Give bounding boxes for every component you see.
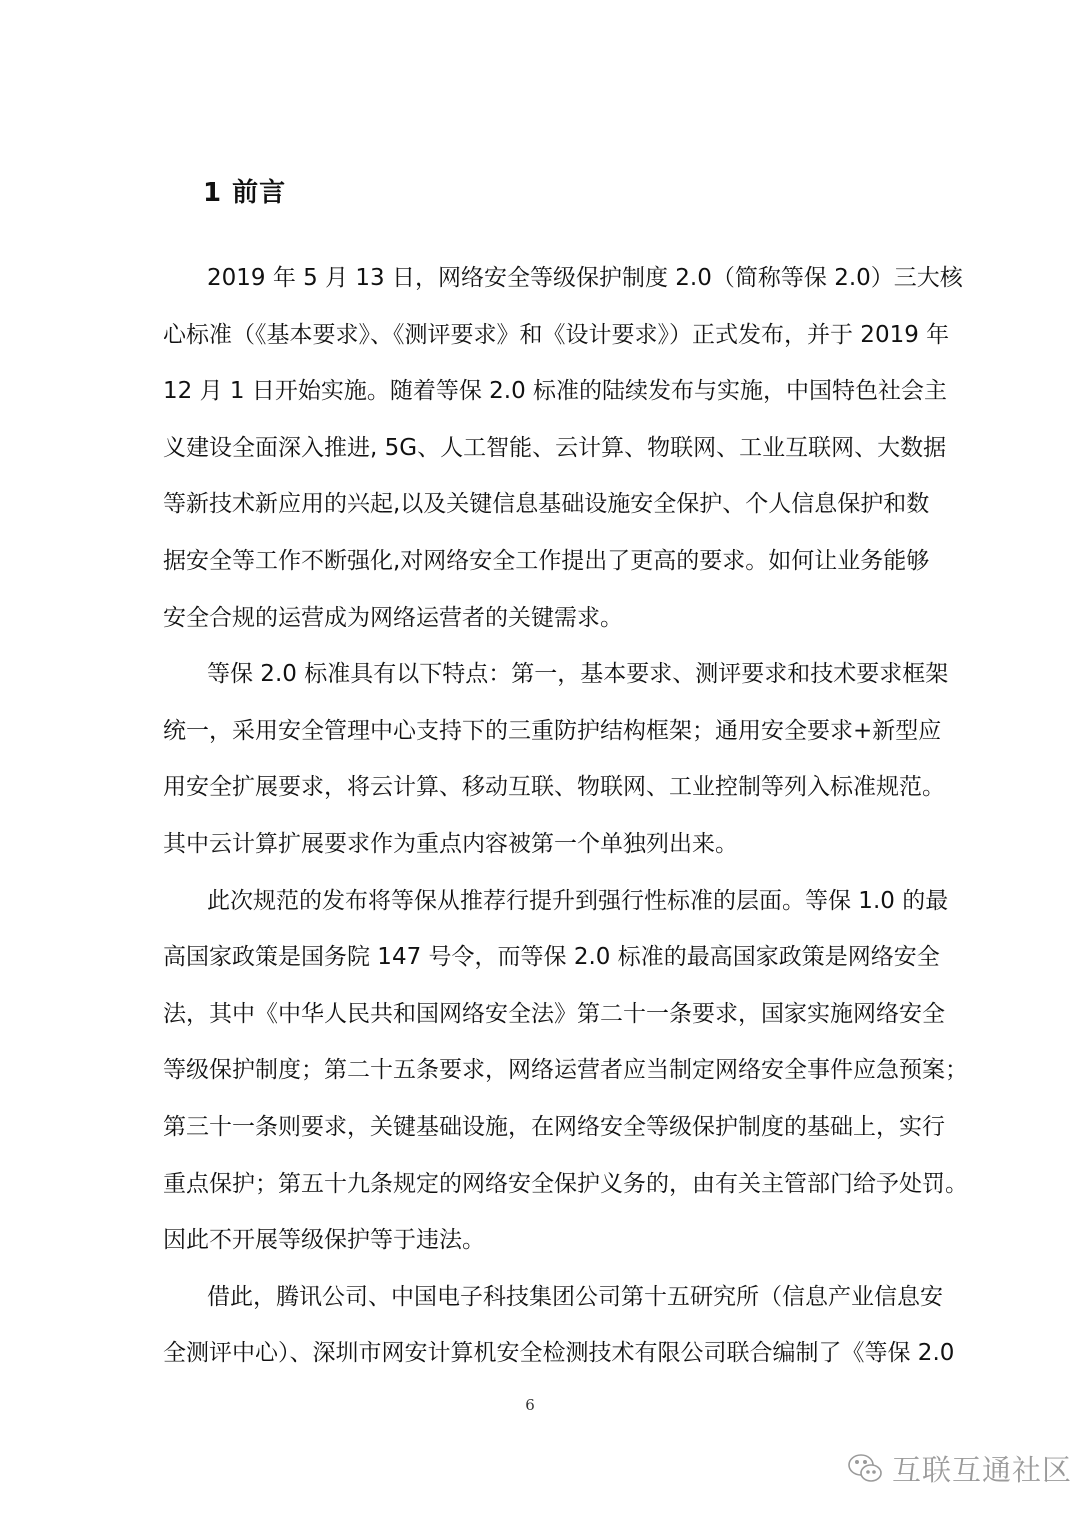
section-heading: 1 前言 [203, 178, 287, 208]
page-number: 6 [525, 1396, 535, 1414]
paragraph-line: 重点保护；第五十九条规定的网络安全保护义务的，由有关主管部门给予处罚。 [163, 1171, 968, 1197]
paragraph-line: 等保 2.0 标准具有以下特点：第一，基本要求、测评要求和技术要求框架 [207, 661, 949, 687]
wechat-icon [846, 1452, 886, 1486]
paragraph-line: 法，其中《中华人民共和国网络安全法》第二十一条要求，国家实施网络安全 [163, 1001, 945, 1027]
paragraph-line: 用安全扩展要求，将云计算、移动互联、物联网、工业控制等列入标准规范。 [163, 774, 945, 800]
paragraph-line: 等新技术新应用的兴起,以及关键信息基础设施安全保护、个人信息保护和数 [163, 491, 930, 517]
paragraph-line: 2019 年 5 月 13 日，网络安全等级保护制度 2.0（简称等保 2.0）三大核 [207, 265, 963, 291]
watermark-text: 互联互通社区 [892, 1453, 1073, 1487]
paragraph-line: 心标准（《基本要求》、《测评要求》和《设计要求》）正式发布，并于 2019 年 [163, 322, 950, 348]
paragraph-line: 此次规范的发布将等保从推荐行提升到强行性标准的层面。等保 1.0 的最 [207, 888, 949, 914]
paragraph-line: 因此不开展等级保护等于违法。 [163, 1227, 485, 1253]
paragraph-line: 安全合规的运营成为网络运营者的关键需求。 [163, 605, 623, 631]
paragraph-line: 义建设全面深入推进, 5G、人工智能、云计算、物联网、工业互联网、大数据 [163, 435, 947, 461]
paragraph-line: 据安全等工作不断强化,对网络安全工作提出了更高的要求。如何让业务能够 [163, 548, 930, 574]
paragraph-line: 其中云计算扩展要求作为重点内容被第一个单独列出来。 [163, 831, 738, 857]
paragraph-line: 12 月 1 日开始实施。随着等保 2.0 标准的陆续发布与实施，中国特色社会主 [163, 378, 948, 404]
paragraph-line: 借此，腾讯公司、中国电子科技集团公司第十五研究所（信息产业信息安 [207, 1284, 943, 1310]
paragraph-line: 第三十一条则要求，关键基础设施，在网络安全等级保护制度的基础上，实行 [163, 1114, 945, 1140]
paragraph-line: 等级保护制度；第二十五条要求，网络运营者应当制定网络安全事件应急预案； [163, 1057, 968, 1083]
watermark [846, 1448, 1072, 1489]
paragraph-line: 统一，采用安全管理中心支持下的三重防护结构框架；通用安全要求+新型应 [163, 718, 942, 744]
paragraph-line: 全测评中心）、深圳市网安计算机安全检测技术有限公司联合编制了《等保 2.0 [163, 1340, 955, 1366]
paragraph-line: 高国家政策是国务院 147 号令，而等保 2.0 标准的最高国家政策是网络安全 [163, 944, 940, 970]
